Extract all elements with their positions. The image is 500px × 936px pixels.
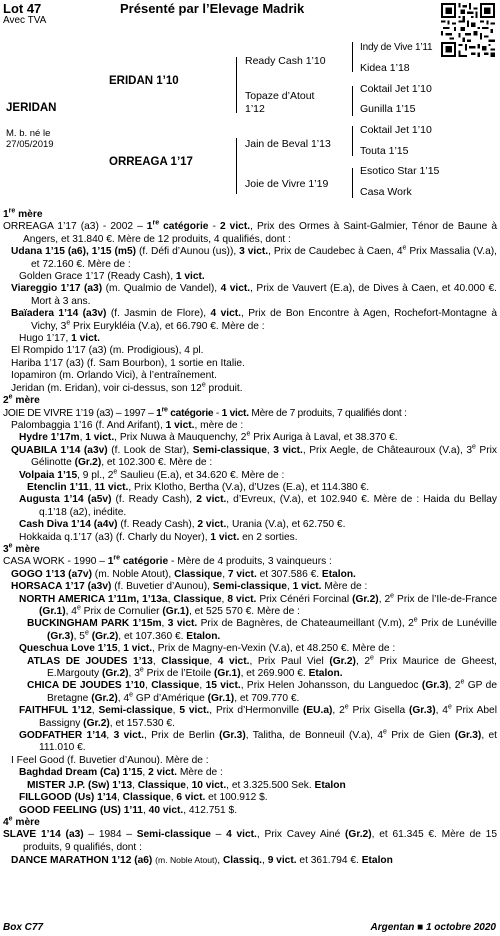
family-line: Volpaia 1’15, 9 pl., 2e Saulieu (E.a), et 34.620 €. Mère de : (19, 468, 285, 481)
family-line: Queschua Love 1’15, 1 vict., Prix de Magny-en-Vexin (V.a), et 48.250 €. Mère de : (19, 643, 396, 655)
dam-name: ORREAGA 1’17 (109, 156, 193, 168)
sire-name: ERIDAN 1’10 (109, 75, 179, 87)
box-number: Box C77 (3, 922, 44, 933)
family-line: Udana 1’15 (a6), 1’15 (m5) (f. Défi d’Aunou (us)), 3 vict., Prix de Caudebec à Caen, 4e Prix Massalia (V.a), et 72.160 €. Mère de : (11, 244, 497, 270)
dam-sire: Jain de Beval 1’13 (245, 138, 331, 150)
family-line: CASA WORK - 1990 – 1re catégorie - Mère de 4 produits, 3 vainqueurs : (3, 554, 332, 568)
presenter: Présenté par l’Elevage Madrik (120, 1, 305, 16)
family-line: Golden Grace 1’17 (Ready Cash), 1 vict. (19, 271, 205, 283)
section-heading: 4e mère (3, 815, 40, 828)
family-line: Hokkaida q.1’17 (a3) (f. Charly du Noyer), 1 vict. en 2 sorties. (19, 531, 298, 543)
tva-note: Avec TVA (3, 15, 47, 26)
g3-8: Casa Work (360, 186, 412, 198)
horse-sex-birth: M. b. né le (6, 128, 51, 139)
section-heading: 1re mère (3, 207, 43, 220)
family-line: El Rompido 1’17 (a3) (m. Prodigious), 4 pl. (11, 345, 204, 357)
sale-location-date: Argentan ■ 1 octobre 2020 (370, 922, 496, 933)
sire-dam-line-2: 1’12 (245, 103, 265, 115)
g3-5: Coktail Jet 1’10 (360, 124, 432, 136)
sire-sire: Ready Cash 1’10 (245, 55, 326, 67)
family-line: Baïadera 1’14 (a3v) (f. Jasmin de Flore), 4 vict., Prix de Bon Encontre à Agen, Rochefort-Montagne à Vichy, 3e Prix Eurykléia (V.a), et 66.790 €. Mère de : (11, 308, 497, 332)
family-line: GOOD FEELING (US) 1’11, 40 vict., 412.751 $. (19, 804, 238, 816)
family-line: QUABILA 1’14 (a3v) (f. Look de Star), Semi-classique, 3 vict., Prix Aegle, de Châteauroux (V.a), 3e Prix Gélinotte (Gr.2), et 102.300 €. Mère de : (11, 443, 497, 469)
family-line: Hydre 1’17m, 1 vict., Prix Nuwa à Mauquenchy, 2e Prix Auriga à Laval, et 38.370 €. (19, 430, 398, 444)
family-line: FAITHFUL 1’12, Semi-classique, 5 vict., Prix d’Hermonville (EU.a), 2e Prix Gisella (Gr.3), 4e Prix Abel Bassigny (Gr.2), et 157.530 €. (19, 703, 497, 729)
g3-7: Esotico Star 1’15 (360, 165, 440, 177)
family-line: FILLGOOD (Us) 1’14, Classique, 6 vict. et 100.912 $. (19, 792, 268, 804)
family-line: HORSACA 1’17 (a3v) (f. Buvetier d’Aunou), Semi-classique, 1 vict. Mère de : (11, 581, 368, 593)
sire-dam-line-1: Topaze d’Atout (245, 90, 315, 102)
family-line: Viareggio 1’17 (a3) (m. Qualmio de Vandel), 4 vict., Prix de Vauvert (E.a), de Dives à Caen, et 40.000 €. Mort à 3 ans. (11, 283, 497, 307)
qr-code-icon (441, 3, 495, 57)
family-line: Etenclin 1’11, 11 vict., Prix Klotho, Bertha (V.a), d’Uzes (E.a), et 114.380 €. (27, 481, 370, 493)
dam-dam: Joie de Vivre 1’19 (245, 178, 329, 190)
g3-6: Touta 1’15 (360, 145, 409, 157)
family-line: ORREAGA 1’17 (a3) - 2002 – 1re catégorie - 2 vict., Prix des Ormes à Saint-Galmier, Ténor de Baune à Angers, et 31.840 €. Mère de 12 produits, 4 qualifiés, dont : (3, 220, 497, 245)
g3-3: Coktail Jet 1’10 (360, 83, 432, 95)
family-text (3, 209, 497, 868)
family-line: GOGO 1’13 (a7v) (m. Noble Atout), Classique, 7 vict. et 307.586 €. Etalon. (11, 568, 356, 580)
family-line: BUCKINGHAM PARK 1’15m, 3 vict. Prix de Bagnères, de Chateaumeillant (V.m), 2e Prix de Lunéville (Gr.3), 5e (Gr.2), et 107.360 €. Etalon. (27, 617, 497, 642)
family-line: Hariba 1’17 (a3) (f. Sam Bourbon), 1 sortie en Italie. (11, 357, 245, 369)
family-line: Palombaggia 1’16 (f. And Arifant), 1 vict., mère de : (11, 419, 244, 431)
pedigree-bracket (352, 86, 353, 116)
family-line: Iopamiron (m. Orlando Vici), à l’entraînement. (11, 370, 217, 382)
family-line: Baghdad Dream (Ca) 1’15, 2 vict. Mère de : (19, 767, 223, 779)
family-line: CHICA DE JOUDES 1’10, Classique, 15 vict., Prix Helen Johansson, du Languedoc (Gr.3), 2e GP de Bretagne (Gr.2), 4e GP d’Amérique (Gr.1), et 709.770 €. (27, 679, 498, 704)
pedigree-bracket (236, 138, 237, 194)
g3-2: Kidea 1’18 (360, 62, 410, 74)
g3-4: Gunilla 1’15 (360, 103, 416, 115)
lot-number: Lot 47 (3, 1, 42, 16)
family-line: GODFATHER 1’14, 3 vict., Prix de Berlin (Gr.3), Talitha, de Bonneuil (V.a), 4e Prix de Gien (Gr.3), et 111.010 €. (19, 728, 497, 754)
family-line: MISTER J.P. (Sw) 1’13, Classique, 10 vict., et 3.325.500 Sek. Etalon (27, 779, 346, 791)
family-line: JOIE DE VIVRE 1’19 (a3) – 1997 – 1re catégorie - 1 vict. Mère de 7 produits, 7 qualifiés dont : (3, 406, 407, 419)
family-line: NORTH AMERICA 1’11m, 1’13a, Classique, 8 vict. Prix Cénéri Forcinal (Gr.2), 2e Prix de l’Ile-de-France (Gr.1), 4e Prix de Cornulier (Gr.1), et 525 570 €. Mère de : (19, 592, 497, 617)
family-line: DANCE MARATHON 1’12 (a6) (m. Noble Atout), Classiq., 9 vict. et 361.794 €. Etalon (11, 855, 393, 867)
pedigree-bracket (352, 42, 353, 72)
family-line: ATLAS DE JOUDES 1’13, Classique, 4 vict., Prix Paul Viel (Gr.2), 2e Prix Maurice de Gheest, E.Margouty (Gr.2), 3e Prix de l’Etoile (Gr.1), et 269.900 €. Etalon. (27, 654, 498, 680)
section-heading: 3e mère (3, 542, 40, 555)
pedigree-bracket (352, 168, 353, 198)
family-line: SLAVE 1’14 (a3) – 1984 – Semi-classique – 4 vict., Prix Cavey Ainé (Gr.2), et 61.345 €. Mère de 15 produits, 9 qualifiés, dont : (3, 829, 497, 853)
family-line: Hugo 1’17, 1 vict. (19, 333, 100, 345)
g3-1: Indy de Vive 1’11 (360, 42, 433, 53)
family-line: Augusta 1’14 (a5v) (f. Ready Cash), 2 vict., d’Evreux, (V.a), et 102.940 €. Mère de : Haida du Bellay q.1’18 (a2), inédite. (19, 494, 497, 518)
family-line: Cash Diva 1’14 (a4v) (f. Ready Cash), 2 vict., Urania (V.a), et 62.750 €. (19, 519, 346, 531)
family-line: Jeridan (m. Eridan), voir ci-dessus, son 12e produit. (11, 381, 243, 394)
pedigree-bracket (352, 126, 353, 156)
pedigree-bracket (236, 57, 237, 113)
family-line: I Feel Good (f. Buvetier d’Aunou). Mère de : (11, 754, 209, 766)
horse-name: JERIDAN (6, 102, 57, 114)
horse-birth-date: 27/05/2019 (6, 139, 54, 150)
section-heading: 2e mère (3, 393, 40, 407)
